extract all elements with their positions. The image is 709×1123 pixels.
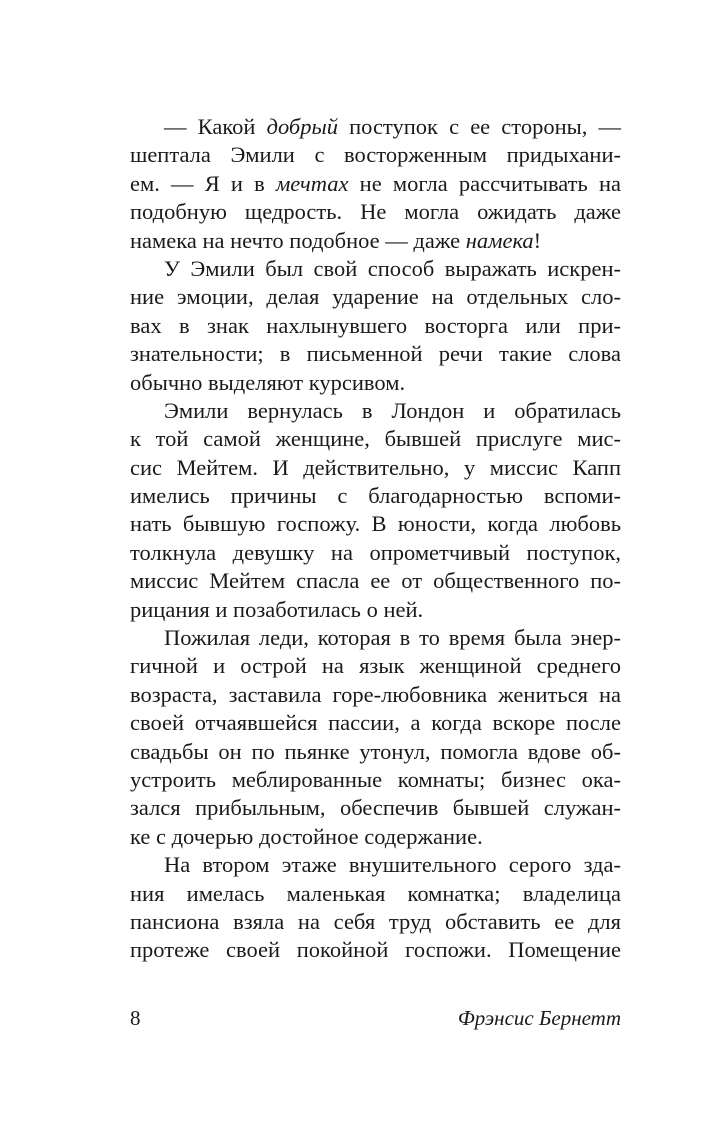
text-line <box>130 283 621 311</box>
paragraph <box>130 624 621 851</box>
text-run: возраста, заставила горе-любовника жениться на <box>130 681 621 707</box>
text-run: Эмили вернулась в Лондон и обратилась <box>164 397 621 423</box>
text-line <box>130 596 621 624</box>
text-line <box>130 794 621 822</box>
text-line <box>130 823 621 851</box>
text-run: своей отчаявшейся пассии, а когда вскоре после <box>130 710 621 736</box>
text-line <box>130 255 621 283</box>
text-run: ем. — Я и в <box>130 170 276 196</box>
text-run: зался прибыльным, обеспечив бывшей служан- <box>130 795 621 821</box>
paragraph <box>130 255 621 397</box>
text-run: ние эмоции, делая ударение на отдельных сло- <box>130 284 621 310</box>
text-run: намека на нечто подобное — даже <box>130 227 466 253</box>
text-run: пансиона взяла на себя труд обставить ее для <box>130 908 621 934</box>
text-line <box>130 170 621 198</box>
text-run: сис Мейтем. И действительно, у миссис Капп <box>130 454 621 480</box>
text-run: На втором этаже внушительного серого зда- <box>164 852 621 878</box>
body-text <box>130 113 621 965</box>
text-line <box>130 454 621 482</box>
text-run: подобную щедрость. Не могла ожидать даже <box>130 199 621 225</box>
text-run: вах в знак нахлынувшего восторга или при- <box>130 312 621 338</box>
text-run: шептала Эмили с восторженным придыхани- <box>130 142 621 168</box>
text-line <box>130 425 621 453</box>
text-line <box>130 510 621 538</box>
text-run: поступок с ее стороны, — <box>337 114 621 139</box>
text-run: Пожилая леди, которая в то время была энер- <box>164 625 621 651</box>
text-run: протеже своей покойной госпожи. Помещение <box>130 937 621 963</box>
text-line <box>130 369 621 397</box>
text-run: не могла рассчитывать на <box>348 170 621 196</box>
running-head-author: Фрэнсис Бернетт <box>457 1006 621 1030</box>
italic-emphasis: добрый <box>266 114 338 139</box>
text-run: миссис Мейтем спасла ее от общественного по- <box>130 568 621 594</box>
text-line <box>130 113 621 141</box>
text-run: ния имелась маленькая комнатка; владелица <box>130 880 621 906</box>
text-run: ! <box>533 227 542 253</box>
text-line <box>130 681 621 709</box>
text-line <box>130 624 621 652</box>
text-line <box>130 880 621 908</box>
page-footer <box>130 1003 621 1033</box>
text-run: ке с дочерью достойное содержание. <box>130 823 483 849</box>
paragraph <box>130 113 621 255</box>
text-run: знательности; в письменной речи такие слова <box>130 341 621 367</box>
text-run: к той самой женщине, бывшей прислуге мис- <box>130 426 621 452</box>
text-line <box>130 652 621 680</box>
text-run: гичной и острой на язык женщиной среднего <box>130 653 621 679</box>
text-line <box>130 482 621 510</box>
text-line <box>130 567 621 595</box>
text-run: устроить меблированные комнаты; бизнес ока- <box>130 766 621 792</box>
text-line <box>130 397 621 425</box>
italic-emphasis: мечтах <box>275 170 349 196</box>
text-run: обычно выделяют курсивом. <box>130 369 406 395</box>
text-line <box>130 227 621 255</box>
paragraph <box>130 851 621 965</box>
paragraph <box>130 397 621 624</box>
text-line <box>130 709 621 737</box>
italic-emphasis: намека <box>465 227 534 253</box>
text-line <box>130 539 621 567</box>
page-number: 8 <box>130 1006 141 1030</box>
text-run: рицания и позаботилась о ней. <box>130 596 424 622</box>
text-line <box>130 738 621 766</box>
text-line <box>130 198 621 226</box>
text-line <box>130 141 621 169</box>
text-run: нать бывшую госпожу. В юности, когда любовь <box>130 511 621 537</box>
text-line <box>130 908 621 936</box>
text-line <box>130 312 621 340</box>
text-line <box>130 766 621 794</box>
text-run: толкнула девушку на опрометчивый поступок, <box>130 539 621 565</box>
text-run: У Эмили был свой способ выражать искрен- <box>164 255 621 281</box>
text-run: свадьбы он по пьянке утонул, помогла вдове об- <box>130 738 621 764</box>
text-line <box>130 936 621 964</box>
text-run: имелись причины с благодарностью вспоми- <box>130 483 621 509</box>
text-line <box>130 340 621 368</box>
text-line <box>130 851 621 879</box>
text-run: — Какой <box>164 114 267 139</box>
